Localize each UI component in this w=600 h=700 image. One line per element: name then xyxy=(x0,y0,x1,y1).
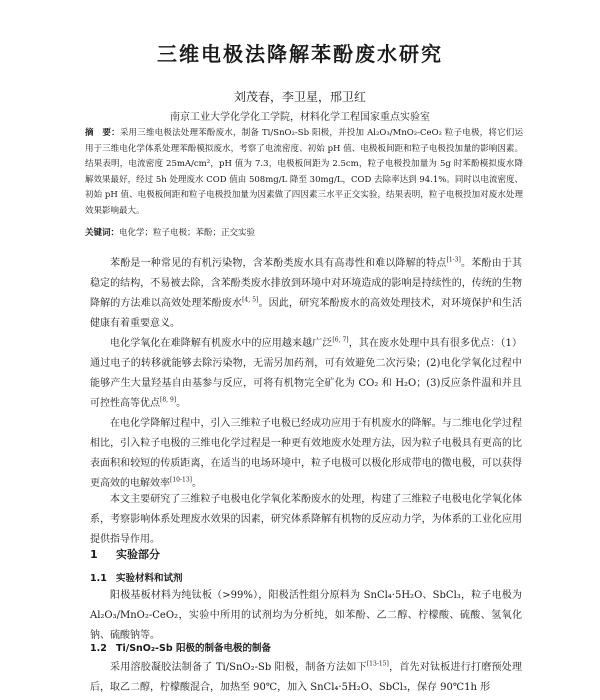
section-title: 实验材料和试剂 xyxy=(116,573,183,584)
affiliation: 南京工业大学化学化工学院，材料化学工程国家重点实验室 xyxy=(170,112,430,123)
text-run: 在电化学降解过程中，引入三维粒子电极已经成功应用于有机废水的降解。与二维电化学过程相比，引入粒子电极的三维电化学过程是一种更有效地废水处理方法，因为粒子电极具有更高的比表面积和较短的传质距离，在适当的电场环境中，粒子电极可以极化形成带电的微电极，可以获得更高效的电解效率 xyxy=(90,418,522,489)
section-heading-1-1 xyxy=(90,570,183,584)
citation: [1-3] xyxy=(446,256,461,264)
section-number: 1.1 xyxy=(90,573,107,584)
intro-paragraph-1 xyxy=(90,254,522,334)
section-number: 1 xyxy=(90,548,98,561)
materials-paragraph xyxy=(90,586,522,646)
text-run: ，首先对钛板进行打磨预处理后，取乙二醇，柠檬酸混合，加热至 90℃，加入 SnCl₄·5H₂O、SbCl₃，保存 90℃1h 形 xyxy=(90,662,522,693)
intro-paragraph-3 xyxy=(90,414,522,494)
section-title: 实验部分 xyxy=(116,548,160,561)
text-run: 阳极基板材料为纯钛板（>99%），阳极活性组分原料为 SnCl₄·5H₂O、SbCl₃，粒子电极为 Al₂O₃/MnO₂-CeO₂，实验中所用的试剂均为分析纯，如苯酚、乙二醇、柠檬酸、硫酸、氢氧化钠、硫酸钠等。 xyxy=(90,590,522,641)
section-number: 1.2 xyxy=(90,643,107,654)
text-run: 。 xyxy=(176,398,187,409)
section-heading-1 xyxy=(90,546,160,562)
intro-paragraph-4 xyxy=(90,490,522,550)
author-list: 刘茂春，李卫星，邢卫红 xyxy=(233,90,366,104)
section-heading-1-2 xyxy=(90,640,271,654)
text-run: 采用溶胶凝胶法制备了 Ti/SnO₂-Sb 阳极，制备方法如下 xyxy=(110,662,367,673)
intro-paragraph-2 xyxy=(90,334,522,414)
keywords xyxy=(85,226,523,238)
abstract xyxy=(85,126,523,219)
citation: [6, 7] xyxy=(332,336,349,344)
paper-title: 三维电极法降解苯酚废水研究 xyxy=(157,42,443,66)
text-run: 。苯酚由于其稳定的结构，不易被去除，含苯酚类废水排放到环境中对环境造成的影响是持续性的，传统的生物降解的方法难以高效处理苯酚废水 xyxy=(90,258,523,309)
keywords-label: 关键词： xyxy=(85,228,120,238)
citation: [10-13] xyxy=(170,476,192,484)
text-run: 。因此，研究苯酚废水的高效处理技术，对环境保护和生活健康有着重要意义。 xyxy=(90,298,523,329)
text-run: 苯酚是一种常见的有机污染物，含苯酚类废水具有高毒性和难以降解的特点 xyxy=(110,258,447,269)
text-run: ，其在废水处理中具有很多优点：（1）通过电子的转移就能够去除污染物，无需另加药剂，可有效避免二次污染；(2)电化学氧化过程中能够产生大量羟基自由基参与反应，可将有机物完全矿化为 CO₂ 和 H₂O；(3)反应条件温和并且可控性高等优点 xyxy=(90,338,522,409)
text-run: 本文主要研究了三维粒子电极电化学氧化苯酚废水的处理，构建了三维粒子电极电化学氧化体系，考察影响体系处理废水效果的因素，研究体系降解有机物的反应动力学，为体系的工业化应用提供指导作用。 xyxy=(90,494,522,545)
text-run: 电化学氧化在难降解有机废水中的应用越来越广泛 xyxy=(110,338,333,349)
abstract-label: 摘 要： xyxy=(85,128,120,138)
citation: [13-15] xyxy=(366,660,389,668)
text-run: 。 xyxy=(191,478,202,489)
citation: [8, 9] xyxy=(160,396,177,404)
citation: [4, 5] xyxy=(242,296,259,304)
keywords-text: 电化学；粒子电极；苯酚；正交实验 xyxy=(119,228,256,238)
abstract-text: 采用三维电极法处理苯酚废水，制备 Ti/SnO₂-Sb 阳极，并投加 Al₂O₃/MnO₂-CeO₂ 粒子电极，将它们运用于三维电化学体系处理苯酚模拟废水，考察了电流密度、初始 pH 值、电极板间距和粒子电极投加量的影响因素。结果表明，电流密度 25mA/cm²，pH 值为 7.3，电极板间距为 2.5cm，粒子电极投加量为 5g 时苯酚模拟废水降解效果最好，经过 5h 处理废水 COD 值由 508mg/L 降至 30mg/L，COD 去除率达到 94.1%。同时以电流密度、初始 pH 值、电极板间距和粒子电极投加量为因素做了四因素三水平正交实验，结果表明，粒子电极投加对废水处理效果影响最大。 xyxy=(85,128,523,216)
section-title: Ti/SnO₂-Sb 阳极的制备电极的制备 xyxy=(116,643,271,654)
preparation-paragraph xyxy=(90,658,522,698)
